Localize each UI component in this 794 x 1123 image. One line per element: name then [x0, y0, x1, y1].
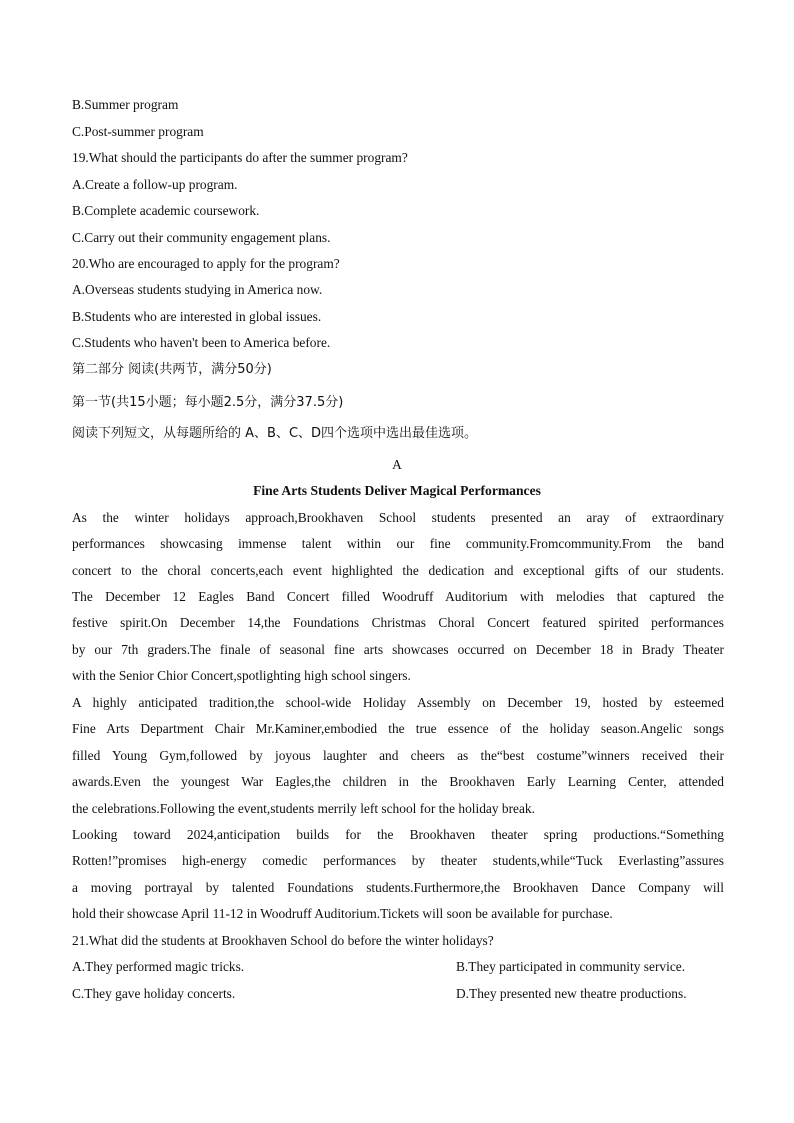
passage-line: Fine Arts Department Chair Mr.Kaminer,embodied the true essence of the holiday season.Angelic songs [72, 721, 724, 736]
q21-option-c: C.They gave holiday concerts. [72, 986, 236, 1001]
passage-line: filled Young Gym,followed by joyous laughter and cheers as the“best costume”winners received their [72, 748, 724, 763]
passage-line: hold their showcase April 11-12 in Woodruff Auditorium.Tickets will soon be available for purchase. [72, 906, 613, 921]
passage-line: a moving portrayal by talented Foundations students.Furthermore,the Brookhaven Dance Company will [72, 880, 724, 895]
q19-option-a: A.Create a follow-up program. [72, 177, 238, 192]
q21-option-b: B.They participated in community service. [456, 959, 686, 974]
passage-label: A [392, 457, 402, 472]
passage-line: with the Senior Chior Concert,spotlighting high school singers. [72, 668, 411, 683]
q19-stem: 19.What should the participants do after the summer program? [72, 150, 408, 165]
section1-heading: 第一节(共15小题；每小题2.5分，满分37.5分) [72, 395, 344, 410]
passage-title: Fine Arts Students Deliver Magical Performances [253, 483, 541, 498]
reading-instruction: 阅读下列短文，从每题所给的 A、B、C、D四个选项中选出最佳选项。 [72, 426, 478, 441]
passage-line: The December 12 Eagles Band Concert filled Woodruff Auditorium with melodies that captured the [72, 589, 724, 604]
q20-stem: 20.Who are encouraged to apply for the program? [72, 256, 340, 271]
q18-option-b: B.Summer program [72, 97, 179, 112]
passage-line: As the winter holidays approach,Brookhaven School students presented an aray of extraordinary [72, 510, 724, 525]
passage-line: the celebrations.Following the event,students merrily left school for the holiday break. [72, 801, 535, 816]
passage-line: performances showcasing immense talent within our fine community.Fromcommunity.From the band [72, 536, 724, 551]
q21-option-a: A.They performed magic tricks. [72, 959, 245, 974]
q20-option-a: A.Overseas students studying in America now. [72, 282, 323, 297]
passage-line: festive spirit.On December 14,the Foundations Christmas Choral Concert featured spirited performances [72, 615, 724, 630]
q19-option-b: B.Complete academic coursework. [72, 203, 260, 218]
passage-line: awards.Even the youngest War Eagles,the children in the Brookhaven Early Learning Center, attended [72, 774, 724, 789]
passage-line: A highly anticipated tradition,the school-wide Holiday Assembly on December 19, hosted by esteemed [72, 695, 724, 710]
passage-line: by our 7th graders.The finale of seasonal fine arts showcases occurred on December 18 in Brady Theater [72, 642, 724, 657]
passage-line: Looking toward 2024,anticipation builds for the Brookhaven theater spring productions.“Something [72, 827, 724, 842]
q21-option-d: D.They presented new theatre productions. [456, 986, 687, 1001]
q19-option-c: C.Carry out their community engagement plans. [72, 230, 331, 245]
part2-heading: 第二部分 阅读(共两节，满分50分) [72, 362, 272, 377]
passage-line: Rotten!”promises high-energy comedic performances by theater students,while“Tuck Everlasting”assures [72, 853, 724, 868]
q18-option-c: C.Post-summer program [72, 124, 204, 139]
q21-stem: 21.What did the students at Brookhaven School do before the winter holidays? [72, 933, 494, 948]
passage-line: concert to the choral concerts,each event highlighted the dedication and exceptional gifts of our students. [72, 563, 724, 578]
q20-option-c: C.Students who haven't been to America before. [72, 335, 331, 350]
q20-option-b: B.Students who are interested in global issues. [72, 309, 322, 324]
